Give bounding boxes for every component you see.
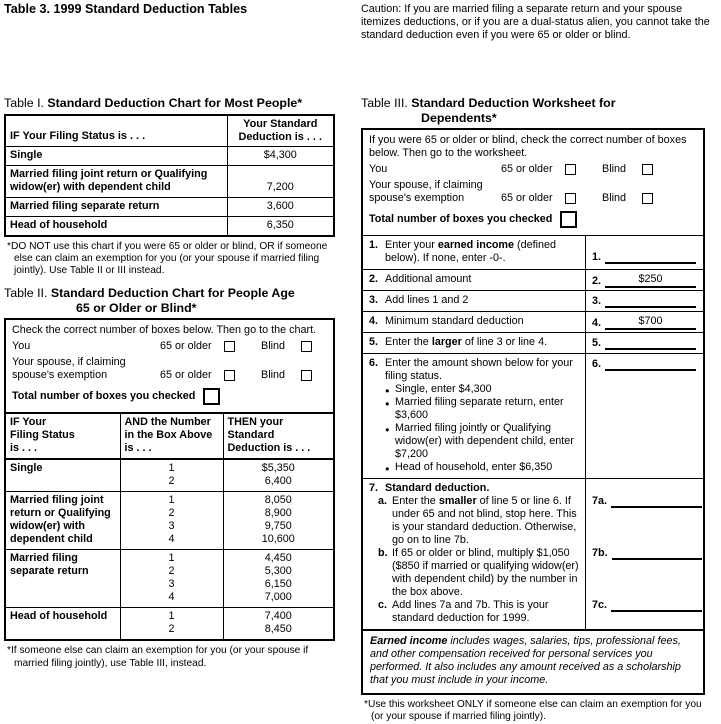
t3-spouse-65-checkbox[interactable] (565, 193, 576, 204)
entry-line-7b[interactable] (612, 547, 702, 560)
entry-line-3[interactable] (605, 295, 696, 308)
table1-most-people (4, 114, 335, 237)
entry-line-7c[interactable] (611, 599, 702, 612)
t2-spouse-blind-checkbox[interactable] (301, 370, 312, 381)
worksheet-row-5: 5. Enter the larger of line 3 or line 4. 5. (363, 332, 703, 353)
bullet-item: ● Head of household, enter $6,350 (385, 461, 580, 474)
worksheet-row-2: 2. Additional amount 2. $250 (363, 269, 703, 290)
total-boxes-label: Total number of boxes you checked (369, 213, 553, 225)
blind-label: Blind (261, 369, 286, 382)
table1-label: Table I. (4, 96, 44, 110)
table2-chart-col3-header: THEN your Standard Deduction is . . . (223, 413, 333, 459)
table2-you-row (12, 340, 327, 353)
table2-chart-col2-header: AND the Number in the Box Above is . . . (120, 413, 223, 459)
table3-heading (361, 96, 705, 125)
table1-header-row (5, 115, 334, 147)
table1-col1-header: IF Your Filing Status is . . . (5, 115, 227, 147)
you-label: You (12, 340, 31, 353)
t2-spouse-65-checkbox[interactable] (224, 370, 235, 381)
table2-chart (6, 412, 333, 639)
table2-chart-row-head-of-household: Head of household 1 2 7,400 8,450 (6, 608, 333, 640)
caution-text: Caution: If you are married filing a separate return and your spouse itemizes deductions, or if you are a dual-status alien, you cannot take the standard deduction even if you were 65 or older or blind. (361, 3, 710, 41)
older-label: 65 or older (160, 340, 212, 353)
blind-label: Blind (261, 340, 286, 353)
filing-status-bullet-list (385, 383, 580, 474)
table2-title-line2: 65 or Older or Blind* (76, 300, 197, 315)
t2-you-65-checkbox[interactable] (224, 341, 235, 352)
table3-spouse-row (369, 179, 697, 205)
table2-label: Table II. (4, 286, 48, 301)
right-column (361, 96, 705, 724)
table2-chart-col1-header: IF Your Filing Status is . . . (6, 413, 120, 459)
bullet-item: ● Single, enter $4,300 (385, 383, 580, 396)
table3-intro-text: If you were 65 or older or blind, check the correct number of boxes below. Then go to the worksheet. (369, 134, 687, 159)
table1-row-married-separate: Married filing separate return 3,600 (5, 197, 334, 216)
entry-line-1[interactable] (605, 251, 696, 264)
table3-total-row (369, 211, 697, 228)
line7c: c. Add lines 7a and 7b. This is your standard deduction for 1999. (378, 599, 549, 624)
table2-chart-row-single: Single 1 2 $5,350 6,400 (6, 459, 333, 492)
entry-line-6[interactable] (605, 358, 696, 371)
t3-spouse-blind-checkbox[interactable] (642, 193, 653, 204)
table3-dependents-worksheet (361, 128, 705, 695)
table2-heading (4, 286, 335, 315)
table1-row-married-joint: Married filing joint return or Qualifying widow(er) with dependent child 7,200 (5, 165, 334, 197)
line7b: b. If 65 or older or blind, multiply $1,050 ($850 if married or qualifying widow(er) with dependent child) by the number in the box above. (378, 547, 579, 598)
worksheet-row-7: 7. Standard deduction. a. Enter the smaller of line 5 or line 6. If under 65 and not blind, stop here. This is your standard deduction. Otherwise, go on to line 7b. b. If 65 or older or blind, multiply $1,050 ($850 if married or qualifying widow(er) with dependent child) by the number in the box above. c. Add lines 7a and 7b. This is your standard deduction for 1999. 7a. 7b. 7c. (363, 478, 703, 629)
entry-line-4[interactable]: $700 (605, 315, 696, 330)
table3-title-line1: Standard Deduction Worksheet for (411, 96, 616, 110)
table2-spouse-row (12, 356, 327, 382)
older-label: 65 or older (501, 163, 553, 175)
t2-total-boxes-checkbox[interactable] (203, 388, 220, 405)
worksheet-row-1: 1. Enter your earned income (defined below). If none, enter -0-. 1. (363, 235, 703, 269)
entry-line-2[interactable]: $250 (605, 273, 696, 288)
t3-you-blind-checkbox[interactable] (642, 164, 653, 175)
earned-income-note: Earned income includes wages, salaries, tips, professional fees, and other compensation received for personal services you performed. It also includes any amount received as a scholarship that you must include in your income. (363, 629, 703, 693)
table2-age65-blind-chart (4, 318, 335, 641)
t2-you-blind-checkbox[interactable] (301, 341, 312, 352)
line7a: a. Enter the smaller of line 5 or line 6. If under 65 and not blind, stop here. This is your standard deduction. Otherwise, go on to line 7b. (378, 495, 577, 546)
left-column (4, 96, 335, 679)
table3-checkbox-section (363, 130, 703, 235)
spouse-label: Your spouse, if claiming spouse's exemption (369, 179, 483, 204)
entry-line-5[interactable] (605, 337, 696, 350)
table1-row-head-of-household: Head of household 6,350 (5, 216, 334, 236)
total-boxes-label: Total number of boxes you checked (12, 390, 196, 403)
table2-total-row (12, 388, 327, 405)
spouse-label: Your spouse, if claiming spouse's exemption (12, 356, 126, 382)
table1-heading (4, 96, 335, 111)
table3-you-row (369, 163, 697, 176)
table2-checkbox-section (6, 320, 333, 412)
worksheet-row-3: 3. Add lines 1 and 2 3. (363, 290, 703, 311)
you-label: You (369, 163, 388, 175)
table2-footnote: *If someone else can claim an exemption for you (or your spouse if married filing jointly), use Table III, instead. (7, 645, 309, 669)
table2-chart-row-married-joint: Married filing joint return or Qualifying widow(er) with dependent child 1 2 3 4 8,050 8,900 9,750 10,600 (6, 492, 333, 550)
table3-title-line2: Dependents* (421, 110, 497, 125)
table1-row-single: Single $4,300 (5, 146, 334, 165)
table3-footnote: *Use this worksheet ONLY if someone else can claim an exemption for you (or your spouse if married filing jointly). (364, 699, 702, 723)
bullet-item: ● Married filing separate return, enter $3,600 (385, 396, 580, 422)
worksheet-row-4: 4. Minimum standard deduction 4. $700 (363, 311, 703, 332)
table3-label: Table III. (361, 96, 408, 110)
table2-intro-text: Check the correct number of boxes below. Then go to the chart. (12, 324, 317, 337)
older-label: 65 or older (160, 369, 212, 382)
table1-footnote: *DO NOT use this chart if you were 65 or older or blind, OR if someone else can claim an exemption for you (or your spouse if married filing jointly). Use Table II or III instead. (7, 240, 328, 277)
bullet-item: ● Married filing jointly or Qualifying widow(er) with dependent child, enter $7,200 (385, 422, 580, 461)
blind-label: Blind (602, 192, 627, 204)
table1-col2-header: Your Standard Deduction is . . . (227, 115, 334, 147)
table2-chart-row-married-separate: Married filing separate return 1 2 3 4 4,450 5,300 6,150 7,000 (6, 550, 333, 608)
blind-label: Blind (602, 163, 627, 175)
older-label: 65 or older (501, 192, 553, 204)
t3-you-65-checkbox[interactable] (565, 164, 576, 175)
entry-line-7a[interactable] (611, 495, 702, 508)
page-title: Table 3. 1999 Standard Deduction Tables (4, 2, 248, 16)
table2-chart-header-row (6, 413, 333, 459)
t3-total-boxes-checkbox[interactable] (560, 211, 577, 228)
table1-title: Standard Deduction Chart for Most People* (47, 96, 303, 110)
worksheet-row-6: 6. Enter the amount shown below for your filing status. ● Single, enter $4,300 ● Married filing separate return, enter $3,600 ● Married filing jointly or Qualifying widow(er) with dependent child, enter $7,200 ● Head of household, enter $6,350 6. (363, 353, 703, 478)
table2-title-line1: Standard Deduction Chart for People Age (50, 286, 295, 301)
